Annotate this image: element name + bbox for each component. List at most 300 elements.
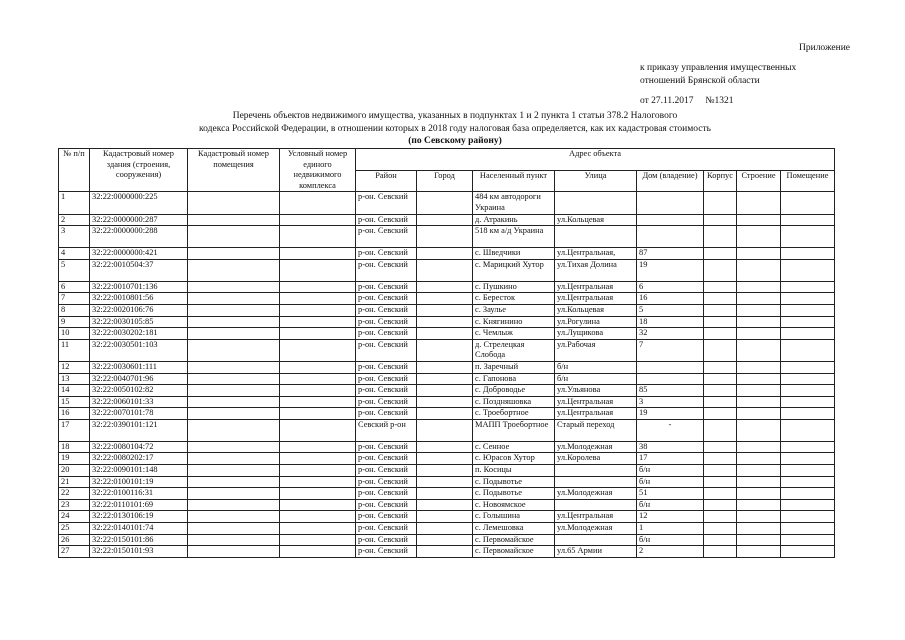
cell-korpus bbox=[704, 226, 737, 248]
table-row bbox=[59, 453, 835, 465]
cell-street: ул.Кольцевая bbox=[555, 304, 637, 316]
cell-street: ул.Молодежная bbox=[555, 441, 637, 453]
cell-district: р-он. Севский bbox=[356, 361, 417, 373]
cell-pomeshchenie bbox=[781, 226, 835, 248]
header-complex-number: Условный номер единого недвижимого комплекса bbox=[280, 149, 356, 192]
cell-district: Севский р-он bbox=[356, 419, 417, 441]
cell-pomeshchenie bbox=[781, 488, 835, 500]
cell-pomeshchenie bbox=[781, 441, 835, 453]
cell-city bbox=[417, 408, 473, 420]
cell-house: 51 bbox=[637, 488, 704, 500]
cell-pomeshchenie bbox=[781, 304, 835, 316]
cell-street: ул.Молодежная bbox=[555, 523, 637, 535]
cell-korpus bbox=[704, 293, 737, 305]
cell-building-cadastral: 32:22:0010801:56 bbox=[90, 293, 188, 305]
cell-building-cadastral: 32:22:0000000:421 bbox=[90, 248, 188, 260]
cell-num: 1 bbox=[59, 192, 90, 214]
cell-house: - bbox=[637, 419, 704, 441]
cell-city bbox=[417, 511, 473, 523]
cell-stroenie bbox=[737, 465, 781, 477]
cell-district: р-он. Севский bbox=[356, 534, 417, 546]
cell-district: р-он. Севский bbox=[356, 408, 417, 420]
cell-locality: с. Голышина bbox=[473, 511, 555, 523]
header-locality: Населенный пункт bbox=[473, 170, 555, 192]
cell-complex-number bbox=[280, 488, 356, 500]
cell-korpus bbox=[704, 248, 737, 260]
cell-num: 18 bbox=[59, 441, 90, 453]
cell-room-cadastral bbox=[188, 248, 280, 260]
cell-num: 17 bbox=[59, 419, 90, 441]
cell-street: б/н bbox=[555, 373, 637, 385]
cell-stroenie bbox=[737, 192, 781, 214]
cell-city bbox=[417, 441, 473, 453]
cell-district: р-он. Севский bbox=[356, 259, 417, 281]
cell-locality: с. Троебортное bbox=[473, 408, 555, 420]
cell-complex-number bbox=[280, 226, 356, 248]
header-korpus: Корпус bbox=[704, 170, 737, 192]
cell-house: 17 bbox=[637, 453, 704, 465]
cell-room-cadastral bbox=[188, 465, 280, 477]
cell-stroenie bbox=[737, 226, 781, 248]
header-city: Город bbox=[417, 170, 473, 192]
cell-pomeshchenie bbox=[781, 419, 835, 441]
cell-house: б/н bbox=[637, 476, 704, 488]
cell-complex-number bbox=[280, 408, 356, 420]
cell-pomeshchenie bbox=[781, 465, 835, 477]
cell-pomeshchenie bbox=[781, 214, 835, 226]
cell-building-cadastral: 32:22:0140101:74 bbox=[90, 523, 188, 535]
cell-building-cadastral: 32:22:0030105:85 bbox=[90, 316, 188, 328]
cell-room-cadastral bbox=[188, 192, 280, 214]
appendix-line-1: к приказу управления имущественных bbox=[640, 63, 797, 73]
cell-num: 15 bbox=[59, 396, 90, 408]
cell-korpus bbox=[704, 328, 737, 340]
cell-stroenie bbox=[737, 408, 781, 420]
cell-street bbox=[555, 534, 637, 546]
cell-district: р-он. Севский bbox=[356, 396, 417, 408]
cell-building-cadastral: 32:22:0000000:288 bbox=[90, 226, 188, 248]
cell-room-cadastral bbox=[188, 328, 280, 340]
cell-house: 6 bbox=[637, 281, 704, 293]
cell-korpus bbox=[704, 499, 737, 511]
cell-street bbox=[555, 226, 637, 248]
cell-district: р-он. Севский bbox=[356, 248, 417, 260]
cell-stroenie bbox=[737, 361, 781, 373]
table-row bbox=[59, 339, 835, 361]
cell-building-cadastral: 32:22:0010504:37 bbox=[90, 259, 188, 281]
cell-room-cadastral bbox=[188, 523, 280, 535]
cell-locality: с. Юрасов Хутор bbox=[473, 453, 555, 465]
table-row bbox=[59, 523, 835, 535]
cell-korpus bbox=[704, 419, 737, 441]
header-building-cadastral: Кадастровый номер здания (строения, сооружения) bbox=[90, 149, 188, 192]
table-body bbox=[59, 192, 835, 557]
cell-district: р-он. Севский bbox=[356, 316, 417, 328]
header-house: Дом (владение) bbox=[637, 170, 704, 192]
cell-house: 5 bbox=[637, 304, 704, 316]
cell-house: 16 bbox=[637, 293, 704, 305]
cell-num: 11 bbox=[59, 339, 90, 361]
table-row bbox=[59, 192, 835, 214]
cell-complex-number bbox=[280, 476, 356, 488]
cell-stroenie bbox=[737, 419, 781, 441]
cell-stroenie bbox=[737, 453, 781, 465]
cell-building-cadastral: 32:22:0100101:19 bbox=[90, 476, 188, 488]
cell-num: 21 bbox=[59, 476, 90, 488]
cell-num: 23 bbox=[59, 499, 90, 511]
cell-building-cadastral: 32:22:0020106:76 bbox=[90, 304, 188, 316]
cell-house: 87 bbox=[637, 248, 704, 260]
cell-stroenie bbox=[737, 511, 781, 523]
cell-building-cadastral: 32:22:0050102:82 bbox=[90, 385, 188, 397]
cell-korpus bbox=[704, 192, 737, 214]
cell-city bbox=[417, 476, 473, 488]
cell-district: р-он. Севский bbox=[356, 214, 417, 226]
cell-locality: с. Подывотье bbox=[473, 488, 555, 500]
cell-num: 4 bbox=[59, 248, 90, 260]
cell-pomeshchenie bbox=[781, 281, 835, 293]
cell-room-cadastral bbox=[188, 281, 280, 293]
cell-city bbox=[417, 328, 473, 340]
cell-house: б/н bbox=[637, 465, 704, 477]
cell-complex-number bbox=[280, 511, 356, 523]
cell-locality: с. Заулье bbox=[473, 304, 555, 316]
cell-korpus bbox=[704, 534, 737, 546]
cell-street bbox=[555, 192, 637, 214]
cell-house bbox=[637, 226, 704, 248]
cell-district: р-он. Севский bbox=[356, 523, 417, 535]
cell-district: р-он. Севский bbox=[356, 281, 417, 293]
table-row bbox=[59, 373, 835, 385]
cell-locality: с. Княгинино bbox=[473, 316, 555, 328]
cell-stroenie bbox=[737, 339, 781, 361]
cell-room-cadastral bbox=[188, 373, 280, 385]
cell-korpus bbox=[704, 453, 737, 465]
appendix-line-2: отношений Брянской области bbox=[640, 76, 760, 86]
cell-pomeshchenie bbox=[781, 385, 835, 397]
cell-pomeshchenie bbox=[781, 248, 835, 260]
cell-korpus bbox=[704, 316, 737, 328]
cell-house: 38 bbox=[637, 441, 704, 453]
cell-stroenie bbox=[737, 523, 781, 535]
document-heading bbox=[150, 110, 760, 148]
cell-locality: с. Бересток bbox=[473, 293, 555, 305]
cell-locality: п. Заречный bbox=[473, 361, 555, 373]
table-row bbox=[59, 304, 835, 316]
cell-city bbox=[417, 281, 473, 293]
cell-street: ул.Молодежная bbox=[555, 488, 637, 500]
cell-district: р-он. Севский bbox=[356, 385, 417, 397]
table-row bbox=[59, 488, 835, 500]
cell-locality: 484 км автодороги Украина bbox=[473, 192, 555, 214]
cell-street: ул.Центральная bbox=[555, 408, 637, 420]
cell-district: р-он. Севский bbox=[356, 465, 417, 477]
cell-room-cadastral bbox=[188, 534, 280, 546]
cell-city bbox=[417, 523, 473, 535]
cell-city bbox=[417, 453, 473, 465]
cell-complex-number bbox=[280, 396, 356, 408]
cell-locality: с. Лемешовка bbox=[473, 523, 555, 535]
cell-pomeshchenie bbox=[781, 361, 835, 373]
cell-pomeshchenie bbox=[781, 511, 835, 523]
cell-num: 6 bbox=[59, 281, 90, 293]
cell-street: ул.Тихая Долина bbox=[555, 259, 637, 281]
table-row bbox=[59, 511, 835, 523]
cell-num: 27 bbox=[59, 546, 90, 558]
table-row bbox=[59, 476, 835, 488]
cell-complex-number bbox=[280, 214, 356, 226]
cell-locality: д. Стрелецкая Слобода bbox=[473, 339, 555, 361]
cell-stroenie bbox=[737, 281, 781, 293]
header-room-cadastral: Кадастровый номер помещения bbox=[188, 149, 280, 192]
cell-street bbox=[555, 465, 637, 477]
cell-building-cadastral: 32:22:0000000:225 bbox=[90, 192, 188, 214]
header-stroenie: Строение bbox=[737, 170, 781, 192]
cell-pomeshchenie bbox=[781, 408, 835, 420]
header-address: Адрес объекта bbox=[356, 149, 835, 171]
cell-stroenie bbox=[737, 293, 781, 305]
cell-korpus bbox=[704, 281, 737, 293]
cell-district: р-он. Севский bbox=[356, 453, 417, 465]
cell-building-cadastral: 32:22:0030202:181 bbox=[90, 328, 188, 340]
cell-district: р-он. Севский bbox=[356, 488, 417, 500]
cell-building-cadastral: 32:22:0150101:93 bbox=[90, 546, 188, 558]
cell-city bbox=[417, 385, 473, 397]
cell-room-cadastral bbox=[188, 476, 280, 488]
cell-num: 19 bbox=[59, 453, 90, 465]
cell-house: 18 bbox=[637, 316, 704, 328]
cell-building-cadastral: 32:22:0010701:136 bbox=[90, 281, 188, 293]
cell-korpus bbox=[704, 523, 737, 535]
table-row bbox=[59, 465, 835, 477]
cell-num: 2 bbox=[59, 214, 90, 226]
cell-room-cadastral bbox=[188, 453, 280, 465]
cell-district: р-он. Севский bbox=[356, 226, 417, 248]
cell-pomeshchenie bbox=[781, 396, 835, 408]
cell-num: 16 bbox=[59, 408, 90, 420]
cell-korpus bbox=[704, 441, 737, 453]
cell-korpus bbox=[704, 361, 737, 373]
cell-building-cadastral: 32:22:0390101:121 bbox=[90, 419, 188, 441]
cell-street: ул.Ульянова bbox=[555, 385, 637, 397]
cell-street: Старый переход bbox=[555, 419, 637, 441]
cell-complex-number bbox=[280, 304, 356, 316]
cell-district: р-он. Севский bbox=[356, 499, 417, 511]
cell-locality: с. Первомайское bbox=[473, 534, 555, 546]
table-row bbox=[59, 226, 835, 248]
cell-room-cadastral bbox=[188, 316, 280, 328]
cell-street bbox=[555, 499, 637, 511]
appendix-date: от 27.11.2017 №1321 bbox=[640, 96, 734, 106]
cell-house: 1 bbox=[637, 523, 704, 535]
cell-complex-number bbox=[280, 328, 356, 340]
cell-stroenie bbox=[737, 396, 781, 408]
cell-district: р-он. Севский bbox=[356, 546, 417, 558]
cell-korpus bbox=[704, 546, 737, 558]
cell-stroenie bbox=[737, 248, 781, 260]
cell-city bbox=[417, 499, 473, 511]
cell-room-cadastral bbox=[188, 499, 280, 511]
cell-building-cadastral: 32:22:0080104:72 bbox=[90, 441, 188, 453]
cell-room-cadastral bbox=[188, 488, 280, 500]
cell-korpus bbox=[704, 373, 737, 385]
cell-city bbox=[417, 316, 473, 328]
cell-locality: МАПП Троебортное bbox=[473, 419, 555, 441]
cell-house: 2 bbox=[637, 546, 704, 558]
cell-locality: с. Пушкино bbox=[473, 281, 555, 293]
cell-stroenie bbox=[737, 373, 781, 385]
cell-district: р-он. Севский bbox=[356, 441, 417, 453]
table-row bbox=[59, 328, 835, 340]
cell-house bbox=[637, 192, 704, 214]
cell-korpus bbox=[704, 339, 737, 361]
cell-pomeshchenie bbox=[781, 523, 835, 535]
cell-korpus bbox=[704, 259, 737, 281]
cell-district: р-он. Севский bbox=[356, 328, 417, 340]
cell-room-cadastral bbox=[188, 214, 280, 226]
cell-street bbox=[555, 476, 637, 488]
cell-building-cadastral: 32:22:0080202:17 bbox=[90, 453, 188, 465]
cell-complex-number bbox=[280, 385, 356, 397]
cell-city bbox=[417, 293, 473, 305]
cell-stroenie bbox=[737, 441, 781, 453]
cell-room-cadastral bbox=[188, 385, 280, 397]
cell-locality: д. Атракинь bbox=[473, 214, 555, 226]
cell-pomeshchenie bbox=[781, 373, 835, 385]
cell-house: 19 bbox=[637, 408, 704, 420]
cell-num: 10 bbox=[59, 328, 90, 340]
cell-num: 20 bbox=[59, 465, 90, 477]
cell-korpus bbox=[704, 214, 737, 226]
cell-korpus bbox=[704, 476, 737, 488]
cell-building-cadastral: 32:22:0150101:86 bbox=[90, 534, 188, 546]
table-row bbox=[59, 408, 835, 420]
cell-house bbox=[637, 214, 704, 226]
cell-num: 12 bbox=[59, 361, 90, 373]
cell-complex-number bbox=[280, 316, 356, 328]
cell-district: р-он. Севский bbox=[356, 304, 417, 316]
cell-district: р-он. Севский bbox=[356, 293, 417, 305]
cell-house: 3 bbox=[637, 396, 704, 408]
header-district: Район bbox=[356, 170, 417, 192]
cell-stroenie bbox=[737, 316, 781, 328]
header-street: Улица bbox=[555, 170, 637, 192]
cell-city bbox=[417, 304, 473, 316]
cell-pomeshchenie bbox=[781, 328, 835, 340]
cell-korpus bbox=[704, 304, 737, 316]
cell-num: 13 bbox=[59, 373, 90, 385]
cell-pomeshchenie bbox=[781, 316, 835, 328]
cell-pomeshchenie bbox=[781, 476, 835, 488]
cell-city bbox=[417, 214, 473, 226]
cell-street: ул.Центральная bbox=[555, 293, 637, 305]
cell-stroenie bbox=[737, 546, 781, 558]
cell-room-cadastral bbox=[188, 293, 280, 305]
cell-city bbox=[417, 419, 473, 441]
cell-street: ул.65 Армии bbox=[555, 546, 637, 558]
table-row bbox=[59, 546, 835, 558]
cell-room-cadastral bbox=[188, 304, 280, 316]
cell-house bbox=[637, 373, 704, 385]
cell-complex-number bbox=[280, 453, 356, 465]
cell-street: ул.Центральная, bbox=[555, 248, 637, 260]
cell-city bbox=[417, 534, 473, 546]
cell-street: ул.Центральная bbox=[555, 281, 637, 293]
cell-locality: с. Новоямское bbox=[473, 499, 555, 511]
cell-street: ул.Рабочая bbox=[555, 339, 637, 361]
cell-city bbox=[417, 488, 473, 500]
cell-num: 8 bbox=[59, 304, 90, 316]
cell-stroenie bbox=[737, 499, 781, 511]
cell-locality: с. Шведчики bbox=[473, 248, 555, 260]
cell-district: р-он. Севский bbox=[356, 511, 417, 523]
cell-city bbox=[417, 259, 473, 281]
table-row bbox=[59, 534, 835, 546]
cell-locality: 518 км а/д Украина bbox=[473, 226, 555, 248]
table-row bbox=[59, 293, 835, 305]
cell-pomeshchenie bbox=[781, 339, 835, 361]
cell-house: б/н bbox=[637, 499, 704, 511]
cell-locality: с. Гапонова bbox=[473, 373, 555, 385]
cell-locality: с. Марицкий Хутор bbox=[473, 259, 555, 281]
cell-locality: с. Сенное bbox=[473, 441, 555, 453]
cell-street: б/н bbox=[555, 361, 637, 373]
cell-num: 24 bbox=[59, 511, 90, 523]
cell-korpus bbox=[704, 465, 737, 477]
cell-complex-number bbox=[280, 192, 356, 214]
cell-house: 7 bbox=[637, 339, 704, 361]
cell-complex-number bbox=[280, 546, 356, 558]
table-row bbox=[59, 316, 835, 328]
cell-building-cadastral: 32:22:0030601:111 bbox=[90, 361, 188, 373]
cell-street: ул.Центральная bbox=[555, 396, 637, 408]
cell-pomeshchenie bbox=[781, 453, 835, 465]
heading-line-1: Перечень объектов недвижимого имущества, указанных в подпунктах 1 и 2 пункта 1 статьи 378.2 Налогового bbox=[232, 111, 678, 121]
cell-house bbox=[637, 361, 704, 373]
cell-complex-number bbox=[280, 361, 356, 373]
cell-building-cadastral: 32:22:0000000:287 bbox=[90, 214, 188, 226]
table-row bbox=[59, 259, 835, 281]
cell-stroenie bbox=[737, 304, 781, 316]
cell-street: ул.Королева bbox=[555, 453, 637, 465]
table-row bbox=[59, 361, 835, 373]
cell-building-cadastral: 32:22:0070101:78 bbox=[90, 408, 188, 420]
cell-complex-number bbox=[280, 281, 356, 293]
cell-locality: с. Подывотье bbox=[473, 476, 555, 488]
cell-complex-number bbox=[280, 373, 356, 385]
cell-street: ул.Кольцевая bbox=[555, 214, 637, 226]
cell-district: р-он. Севский bbox=[356, 339, 417, 361]
cell-pomeshchenie bbox=[781, 293, 835, 305]
cell-complex-number bbox=[280, 441, 356, 453]
table-row bbox=[59, 248, 835, 260]
cell-korpus bbox=[704, 408, 737, 420]
cell-complex-number bbox=[280, 419, 356, 441]
cell-complex-number bbox=[280, 465, 356, 477]
cell-korpus bbox=[704, 396, 737, 408]
cell-district: р-он. Севский bbox=[356, 373, 417, 385]
cell-complex-number bbox=[280, 523, 356, 535]
cell-district: р-он. Севский bbox=[356, 192, 417, 214]
cell-stroenie bbox=[737, 328, 781, 340]
cell-city bbox=[417, 339, 473, 361]
cell-building-cadastral: 32:22:0100116:31 bbox=[90, 488, 188, 500]
cell-stroenie bbox=[737, 476, 781, 488]
cell-stroenie bbox=[737, 488, 781, 500]
cell-complex-number bbox=[280, 534, 356, 546]
cell-city bbox=[417, 396, 473, 408]
cell-house: 19 bbox=[637, 259, 704, 281]
